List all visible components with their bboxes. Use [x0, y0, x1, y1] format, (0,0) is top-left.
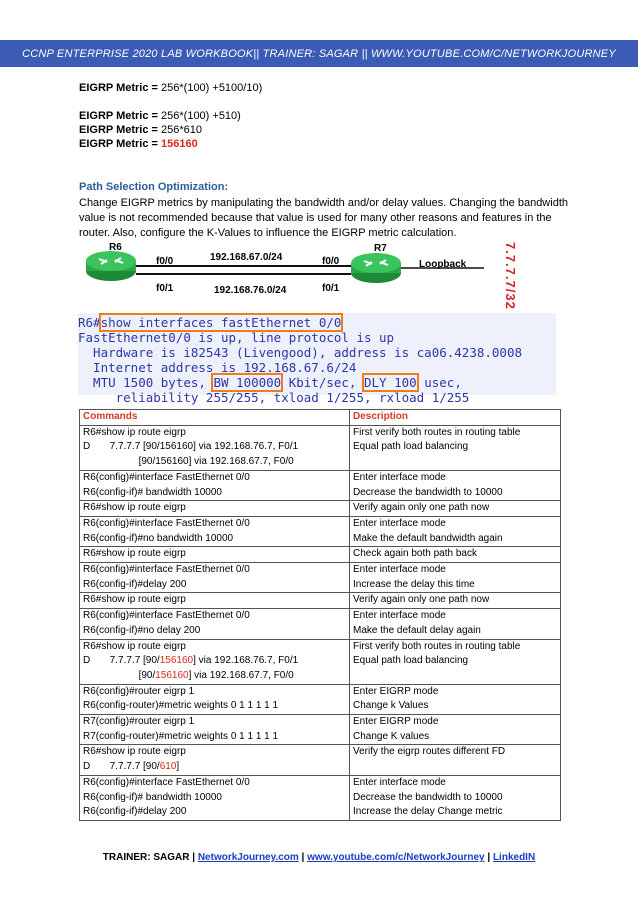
- command-line: R6#show ip route eigrp: [83, 594, 186, 606]
- command-line: R6#show ip route eigrp: [83, 640, 186, 652]
- table-row: [80, 684, 561, 714]
- command-line: D 7.7.7.7 [90/156160] via 192.168.76.7, F0/1: [83, 441, 299, 453]
- command-line: R7(config-router)#metric weights 0 1 1 1 1 1: [83, 730, 279, 742]
- command-cell: [80, 715, 350, 745]
- description-line: Enter interface mode: [353, 564, 446, 576]
- description-line: Verify the eigrp routes different FD: [353, 746, 506, 758]
- router-r6-icon: [86, 251, 136, 281]
- cli-bw-highlight: BW 100000: [213, 375, 282, 390]
- description-line: Decrease the bandwidth to 10000: [353, 486, 503, 498]
- description-line: First verify both routes in routing table: [353, 640, 521, 652]
- command-cell: [80, 639, 350, 684]
- topology-diagram: [79, 241, 509, 309]
- command-cell: [80, 593, 350, 609]
- loopback-label: Loopback: [419, 259, 467, 270]
- route-line: [90/156160] via 192.168.67.7, F0/0: [83, 669, 294, 681]
- command-cell: [80, 609, 350, 639]
- command-cell: [80, 563, 350, 593]
- cli-output: R6#show interfaces fastEthernet 0/0 FastEthernet0/0 is up, line protocol is up Hardware is i82543 (Livengood), address is ca06.4238.0008 Internet address is 192.168.67.6/24 MTU 1500 bytes, BW 100000 Kbit/sec, DLY 100 usec, reliability 255/255, txload 1/255, rxload 1/255: [78, 313, 556, 395]
- description-line: Make the default bandwidth again: [353, 532, 503, 544]
- description-cell: [350, 609, 561, 639]
- description-cell: [350, 563, 561, 593]
- command-cell: [80, 684, 350, 714]
- description-cell: [350, 715, 561, 745]
- description-cell: [350, 547, 561, 563]
- route-line: D 7.7.7.7 [90/156160] via 192.168.76.7, F0/1: [83, 655, 299, 667]
- description-line: Change K values: [353, 730, 430, 742]
- page-footer: TRAINER: SAGAR | NetworkJourney.com | www.youtube.com/c/NetworkJourney | LinkedIN: [102, 852, 536, 863]
- cli-command-highlight: show interfaces fastEthernet 0/0: [100, 315, 342, 330]
- r6-label: R6: [109, 242, 122, 253]
- description-line: First verify both routes in routing table: [353, 426, 521, 438]
- metric-line-3: EIGRP Metric = 256*610: [79, 124, 203, 136]
- command-cell: [80, 547, 350, 563]
- command-cell: [80, 775, 350, 820]
- command-cell: [80, 425, 350, 470]
- section-title: Path Selection Optimization:: [79, 181, 229, 193]
- r7-label: R7: [374, 243, 387, 254]
- description-line: Change k Values: [353, 700, 429, 712]
- description-cell: [350, 639, 561, 684]
- command-line: [90/156160] via 192.168.67.7, F0/0: [83, 456, 294, 468]
- description-cell: [350, 425, 561, 470]
- command-line: R6(config)#router eigrp 1: [83, 685, 195, 697]
- section-paragraph: Change EIGRP metrics by manipulating the bandwidth and/or delay values. Changing the bandwidth value is not recommended because that value is used for many other reasons and features in the router. Also, configure the K-Values to influence the EIGRP metric calculation.: [79, 197, 568, 239]
- r6-f01-label: f0/1: [156, 283, 174, 294]
- table-row: [80, 775, 561, 820]
- metric-result: 156160: [161, 138, 198, 150]
- table-row: [80, 715, 561, 745]
- description-line: Enter interface mode: [353, 776, 446, 788]
- command-line: R6#show ip route eigrp: [83, 746, 186, 758]
- description-line: Verify again only one path now: [353, 502, 490, 514]
- description-line: Make the default delay again: [353, 624, 481, 636]
- command-line: R6(config)#interface FastEthernet 0/0: [83, 471, 250, 483]
- table-row: [80, 547, 561, 563]
- description-cell: [350, 593, 561, 609]
- command-cell: [80, 745, 350, 775]
- footer-link-linkedin[interactable]: LinkedIN: [492, 852, 536, 863]
- table-header-commands: Commands: [80, 410, 350, 426]
- description-line: Decrease the bandwidth to 10000: [353, 791, 503, 803]
- table-row: [80, 470, 561, 500]
- description-line: Enter interface mode: [353, 517, 446, 529]
- command-line: R7(config)#router eigrp 1: [83, 716, 195, 728]
- command-cell: [80, 501, 350, 517]
- description-cell: [350, 684, 561, 714]
- description-line: Equal path load balancing: [353, 655, 469, 667]
- command-line: R6(config)#interface FastEthernet 0/0: [83, 776, 250, 788]
- description-cell: [350, 775, 561, 820]
- table-row: [80, 593, 561, 609]
- description-cell: [350, 470, 561, 500]
- header-title: CCNP ENTERPRISE 2020 LAB WORKBOOK|| TRAINER: SAGAR || WWW.YOUTUBE.COM/C/NETWORKJOURNEY: [22, 47, 616, 60]
- description-line: Enter EIGRP mode: [353, 716, 439, 728]
- r6-f00-label: f0/0: [156, 256, 174, 267]
- description-cell: [350, 501, 561, 517]
- description-line: Enter interface mode: [353, 471, 446, 483]
- page-header: [0, 40, 638, 67]
- command-line: R6(config-if)#no delay 200: [83, 624, 201, 636]
- description-line: Check again both path back: [353, 548, 477, 560]
- loopback-ip-label: 7.7.7.7/32: [503, 242, 518, 310]
- table-row: [80, 639, 561, 684]
- metric-line-1: EIGRP Metric = 256*(100) +5100/10): [79, 82, 263, 94]
- r7-f00-label: f0/0: [322, 256, 340, 267]
- table-row: [80, 501, 561, 517]
- footer-link-networkjourney[interactable]: NetworkJourney.com: [197, 852, 299, 863]
- commands-table: [79, 409, 561, 821]
- command-line: R6(config)#interface FastEthernet 0/0: [83, 517, 250, 529]
- command-line: R6(config-if)#delay 200: [83, 578, 187, 590]
- table-header-description: Description: [350, 410, 561, 426]
- command-line: R6(config-if)#no bandwidth 10000: [83, 532, 234, 544]
- table-row: [80, 745, 561, 775]
- description-line: Increase the delay Change metric: [353, 806, 503, 818]
- command-cell: [80, 470, 350, 500]
- command-cell: [80, 516, 350, 546]
- description-line: Verify again only one path now: [353, 594, 490, 606]
- command-line: R6#show ip route eigrp: [83, 502, 186, 514]
- table-row: [80, 425, 561, 470]
- description-cell: [350, 516, 561, 546]
- command-line: R6(config-if)#delay 200: [83, 806, 187, 818]
- command-line: R6(config-router)#metric weights 0 1 1 1 1 1: [83, 700, 279, 712]
- description-line: Increase the delay this time: [353, 578, 475, 590]
- description-line: Equal path load balancing: [353, 441, 469, 453]
- metric-line-4: EIGRP Metric = 156160: [79, 138, 198, 150]
- command-line: R6(config)#interface FastEthernet 0/0: [83, 610, 250, 622]
- table-row: [80, 563, 561, 593]
- router-r7-icon: [351, 253, 401, 283]
- table-row: [80, 516, 561, 546]
- command-line: R6(config-if)# bandwidth 10000: [83, 791, 222, 803]
- footer-link-youtube[interactable]: www.youtube.com/c/NetworkJourney: [307, 852, 485, 863]
- cli-dly-highlight: DLY 100: [364, 375, 417, 390]
- command-line: R6#show ip route eigrp: [83, 426, 186, 438]
- net-bottom-label: 192.168.76.0/24: [214, 285, 287, 296]
- description-line: Enter EIGRP mode: [353, 685, 439, 697]
- r7-f01-label: f0/1: [322, 283, 340, 294]
- table-row: [80, 609, 561, 639]
- metric-line-2: EIGRP Metric = 256*(100) +510): [79, 110, 241, 122]
- description-line: Enter interface mode: [353, 610, 446, 622]
- net-top-label: 192.168.67.0/24: [210, 252, 283, 263]
- route-line: D 7.7.7.7 [90/610]: [83, 761, 180, 773]
- command-line: R6#show ip route eigrp: [83, 548, 186, 560]
- command-line: R6(config)#interface FastEthernet 0/0: [83, 564, 250, 576]
- description-cell: [350, 745, 561, 775]
- command-line: R6(config-if)# bandwidth 10000: [83, 486, 222, 498]
